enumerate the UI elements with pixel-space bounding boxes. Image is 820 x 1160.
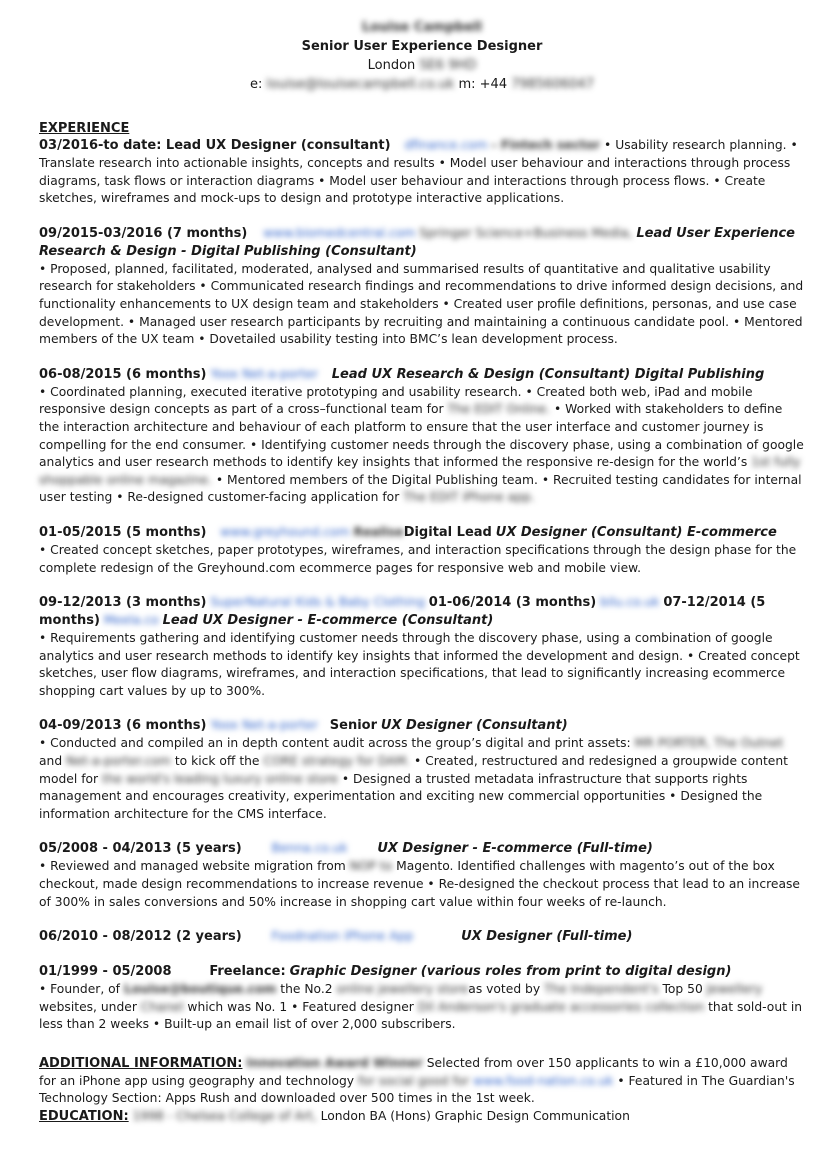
- company-link[interactable]: www.greyhound.com: [220, 524, 350, 539]
- email-address: louise@louisecampbell.co.uk: [266, 77, 455, 92]
- experience-entry: 05/2008 - 04/2013 (5 years) Benna.co.uk UX Designer - E-commerce (Full-time) • Reviewed and managed website migration from NOP to Magento. Identified challenges with magento’s out of the box checkout, made design recommendations to increase revenue • Re-designed the checkout process that lead to an increase of 300% in sales conversions and 50% increase in shopping cart value within four weeks of re-launch.: [39, 841, 800, 909]
- cv-header: [39, 18, 805, 94]
- contact-line: e: louise@louisecampbell.co.uk m: +44 7985606047: [250, 77, 594, 92]
- company-link[interactable]: Yoox Net-a-porter: [210, 718, 318, 733]
- additional-heading: ADDITIONAL INFORMATION:: [39, 1056, 243, 1071]
- experience-entry: 09-12/2013 (3 months) SuperNatural Kids & Baby Clothing 01-06/2014 (3 months) bilu.co.uk 07-12/2014 (5 months) Meela.co Lead UX Designer - E-commerce (Consultant) • Requirements gathering and identifying customer needs through the discovery phase, using a combination of google analytics and user research methods to identify key insights that informed the development and design. • Created concept sketches, user flow diagrams, wireframes, and interaction specifications, that lead to significantly increasing ecommerce shopping cart values by up to 300%.: [39, 595, 800, 698]
- company-link[interactable]: Foodnation iPhone App: [271, 929, 414, 944]
- company-link[interactable]: Benna.co.uk: [271, 841, 348, 856]
- phone-number: 7985606047: [511, 77, 594, 92]
- app-link[interactable]: www.food-nation.co.uk: [473, 1073, 614, 1088]
- education-heading: EDUCATION:: [39, 1108, 129, 1124]
- company-link[interactable]: Yoox Net-a-porter: [210, 366, 318, 381]
- candidate-name: Louise Campbell: [361, 20, 483, 35]
- experience-heading: EXPERIENCE: [39, 121, 130, 136]
- experience-entry: 06-08/2015 (6 months) Yoox Net-a-porter Lead UX Research & Design (Consultant) Digital Publishing • Coordinated planning, executed iterative prototyping and usability research. • Created both web, iPad and mobile responsive design concepts as part of a cross–functional team for The EDIT Online. • Worked with stakeholders to define the interaction architecture and behaviour of each platform to ensure that the user interface and customer journey is compelling for the end consumer. • Identifying customer needs through the discovery phase, using a combination of google analytics and user research methods to identify key insights that informed the responsive re-design for the world’s 1st fully shoppable online magazine. • Mentored members of the Digital Publishing team. • Recruited testing candidates for internal user testing • Re-designed customer-facing application for The EDIT iPhone app.: [39, 366, 804, 505]
- company-link[interactable]: www.biomedcentral.com: [263, 225, 416, 240]
- experience-entry: 01/1999 - 05/2008 Freelance: Graphic Designer (various roles from print to digital design) • Founder, of Louise@boutique.com the No.2 online jewellery storeas voted by The Independent's Top 50 Jewellery websites, under Chanel which was No. 1 • Featured designer Dil Anderson's graduate accessories collection that sold-out in less than 2 weeks • Built-up an email list of over 2,000 subscribers.: [39, 964, 803, 1032]
- additional-information: ADDITIONAL INFORMATION: Innovation Award Winner Selected from over 150 applicants to win a £10,000 award for an iPhone app using geography and technology for social good for www.food-nation.co.uk • Featured in The Guardian's Technology Section: Apps Rush and downloaded over 500 times in the 1st week.: [39, 1056, 795, 1106]
- job-title: Senior User Experience Designer: [301, 39, 543, 54]
- cv-page: [39, 18, 805, 1125]
- company-link[interactable]: SuperNatural Kids & Baby Clothing: [210, 595, 425, 610]
- education: EDUCATION: 1998 - Chelsea College of Art, London BA (Hons) Graphic Design Communication: [39, 1108, 630, 1124]
- experience-entry: 01-05/2015 (5 months) www.greyhound.com RealiseDigital Lead UX Designer (Consultant) E-commerce • Created concept sketches, paper prototypes, wireframes, and interaction specifications through the design phase for the complete redesign of the Greyhound.com ecommerce pages for responsive web and mobile view.: [39, 524, 797, 575]
- experience-entry: 06/2010 - 08/2012 (2 years) Foodnation iPhone App UX Designer (Full-time): [39, 929, 633, 945]
- company-link[interactable]: dfinance.com: [404, 138, 488, 152]
- company-link[interactable]: Meela.co: [103, 613, 159, 628]
- experience-entry: 09/2015-03/2016 (7 months) www.biomedcentral.com Springer Science+Business Media, Lead User Experience Research & Design - Digital Publishing (Consultant) • Proposed, planned, facilitated, moderated, analysed and summarised results of quantitative and qualitative usability research for stakeholders • Communicated research findings and recommendations to drive informed design decisions, and functionality enhancements to UX design team and stakeholders • Created user profile definitions, personas, and use case development. • Managed user research participants by recruiting and maintaining a continuous candidate pool. • Mentored members of the UX team • Dovetailed usability testing into BMC’s lean development process.: [39, 225, 804, 347]
- experience-entry: 04-09/2013 (6 months) Yoox Net-a-porter Senior UX Designer (Consultant) • Conducted and compiled an in depth content audit across the group’s digital and print assets: MR PORTER, The Outnet and Net-a-porter.com to kick off the CORE strategy for DAM. • Created, restructured and redesigned a groupwide content model for the world's leading luxury online store • Designed a trusted metadata infrastructure that supports rights management and encourages creativity, experimentation and exciting new commercial opportunities • Designed the information architecture for the CMS interface.: [39, 718, 788, 821]
- company-link[interactable]: bilu.co.uk: [600, 595, 660, 610]
- location: London SE6 9HD: [367, 58, 477, 73]
- experience-entry: 03/2016-to date: Lead UX Designer (consultant) dfinance.com - Fintech sector • Usability research planning. • Translate research into actionable insights, concepts and results • Model user behaviour and interactions through process diagrams, task flows or interaction diagrams • Model user behaviour and interactions through process flows. • Create sketches, wireframes and mock-ups to design and prototype interactive applications.: [39, 138, 798, 206]
